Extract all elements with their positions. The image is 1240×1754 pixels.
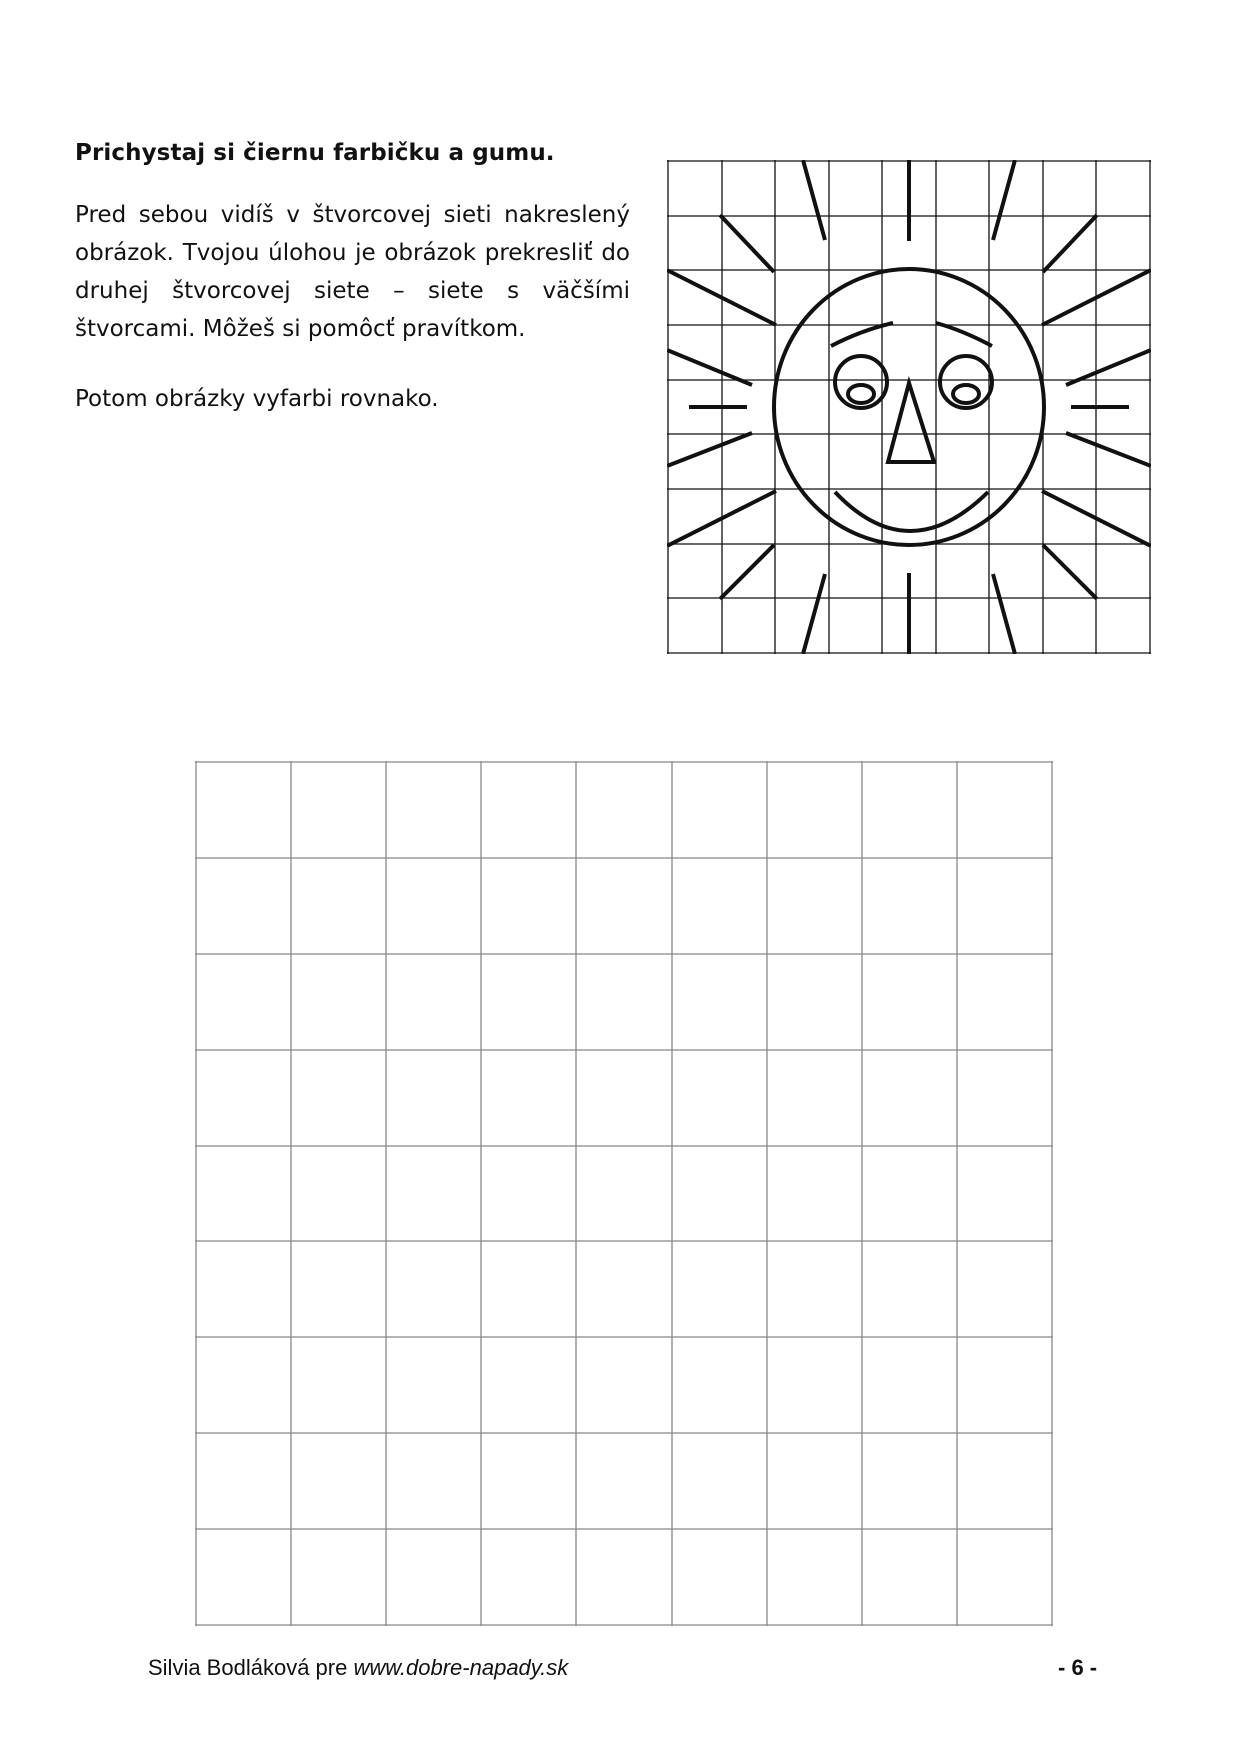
coloring-instruction: Potom obrázky vyfarbi rovnako. (75, 386, 439, 412)
drawing-grid[interactable] (195, 761, 1053, 1626)
ray (803, 160, 825, 240)
instruction-paragraph: Pred sebou vidíš v štvorcovej sieti nakreslený obrázok. Tvojou úlohou je obrázok prekresliť do druhej štvorcovej siete – siete s väčšími štvorcami. Môžeš si pomôcť pravítkom. (75, 202, 630, 342)
drawing-grid-lines (195, 761, 1053, 1626)
sun-face-circle (774, 269, 1044, 545)
left-eye (835, 356, 887, 408)
ray (993, 574, 1015, 654)
sun-drawing (667, 160, 1151, 654)
ray (1043, 215, 1097, 272)
footer-credit (148, 1655, 568, 1681)
ray (720, 215, 774, 272)
nose-triangle (888, 383, 934, 462)
ray (803, 574, 825, 654)
ray (1043, 545, 1097, 599)
instruction-heading: Prichystaj si čiernu farbičku a gumu. (75, 140, 555, 166)
footer-url[interactable]: www.dobre-napady.sk (353, 1655, 569, 1680)
right-eye (940, 356, 992, 408)
sample-sun-grid (667, 160, 1151, 654)
right-eyebrow (936, 323, 992, 346)
left-eyebrow (831, 323, 893, 346)
ray (993, 160, 1015, 240)
sun-rays (667, 160, 1151, 654)
ray (1066, 433, 1151, 466)
footer-author: Silvia Bodláková pre (148, 1655, 354, 1680)
ray (720, 545, 774, 599)
right-pupil (953, 385, 979, 403)
page-number: - 6 - (1058, 1655, 1098, 1680)
mouth-smile (835, 492, 988, 531)
left-pupil (848, 385, 874, 403)
ray (667, 433, 752, 466)
